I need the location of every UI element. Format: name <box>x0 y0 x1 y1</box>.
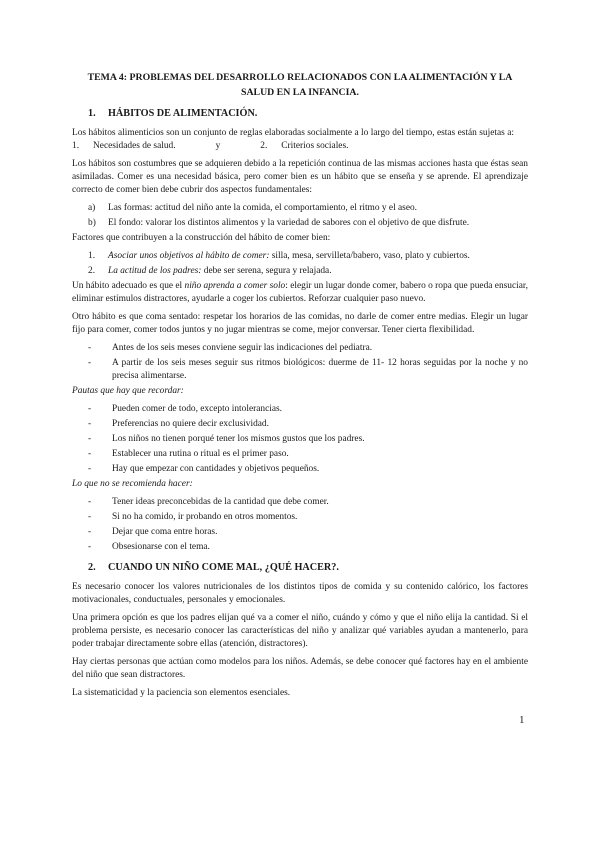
list-marker: - <box>88 358 92 368</box>
list-item <box>72 433 528 446</box>
list-item-text: Antes de los seis meses conviene seguir las indicaciones del pediatra. <box>112 343 373 353</box>
pautas-list <box>72 403 528 476</box>
list-item <box>72 342 528 355</box>
list-item-text: Pueden comer de todo, excepto intolerancias. <box>112 404 282 414</box>
paragraph-habits-definition: Los hábitos son costumbres que se adquieren debido a la repetición continua de las mismas acciones hasta que éstas sean asimiladas. Comer es una necesidad básica, pero comer bien es un hábito que se enseña y se aprende. El aprendizaje correcto de comer bien debe cubrir dos aspectos fundamentales: <box>72 159 528 195</box>
list-item <box>72 511 528 524</box>
section-2-title: CUANDO UN NIÑO COME MAL, ¿QUÉ HACER?. <box>108 562 339 573</box>
paragraph-nutrition: Es necesario conocer los valores nutricionales de los distintos tipos de comida y su contenido calórico, los factores motivacionales, conductuales, personales y emocionales. <box>72 582 528 605</box>
factor-text: silla, mesa, servilleta/babero, vaso, plato y cubiertos. <box>269 251 470 261</box>
list-item-text: A partir de los seis meses seguir sus ritmos biológicos: duerme de 11- 12 horas seguidas por la noche y no precisa alimentarse. <box>112 358 528 381</box>
list-item-text: Hay que empezar con cantidades y objetivos pequeños. <box>112 464 320 474</box>
list-marker: - <box>88 404 92 414</box>
criterion-2-number: 2. <box>260 141 268 151</box>
document-title: TEMA 4: PROBLEMAS DEL DESARROLLO RELACIONADOS CON LA ALIMENTACIÓN Y LA SALUD EN LA INFANCIA. <box>87 72 513 98</box>
list-item <box>72 217 528 230</box>
list-item <box>72 403 528 416</box>
list-marker: 2. <box>88 266 96 276</box>
list-marker: - <box>88 527 92 537</box>
list-marker: - <box>88 542 92 552</box>
list-item-text: Las formas: actitud del niño ante la comida, el comportamiento, el ritmo y el aseo. <box>108 203 418 213</box>
eat-alone-post: : elegir un lugar donde comer, babero o ropa que pueda ensuciar, eliminar estímulos distractores, ayudarle a coger los cubiertos. Reforzar cualquier paso nuevo. <box>72 281 528 304</box>
pautas-label: Pautas que hay que recordar: <box>72 386 184 396</box>
section-1-number: 1. <box>88 108 96 119</box>
eat-alone-emphasis: niño aprenda a comer solo <box>184 281 286 291</box>
list-item-text: Tener ideas preconcebidas de la cantidad que debe comer. <box>112 497 329 507</box>
list-item <box>72 418 528 431</box>
list-marker: - <box>88 449 92 459</box>
factor-label: Asociar unos objetivos al hábito de comer: <box>108 251 270 261</box>
list-marker: - <box>88 343 92 353</box>
list-marker: 1. <box>88 251 96 261</box>
list-item-text: Dejar que coma entre horas. <box>112 527 218 537</box>
not-recommended-list <box>72 496 528 554</box>
list-item <box>72 463 528 476</box>
list-item <box>72 357 528 383</box>
list-marker: - <box>88 419 92 429</box>
criterion-1-number: 1. <box>72 141 80 151</box>
list-item <box>72 496 528 509</box>
section-1-title: HÁBITOS DE ALIMENTACIÓN. <box>108 108 258 119</box>
list-item <box>72 202 528 215</box>
paragraph-first-option: Una primera opción es que los padres elijan qué va a comer el niño, cuándo y cómo y que el niño elija la cantidad. Si el problema persiste, es necesario conocer las características del niño y analizar qué variables ayudan a mantenerlo, para poder trabajar directamente sobre ellas (atención, distractores). <box>72 613 528 649</box>
paragraph-factors-intro: Factores que contribuyen a la construcción del hábito de comer bien: <box>72 233 331 243</box>
criterion-2-text: Criterios sociales. <box>281 141 349 151</box>
factor-text: debe ser serena, segura y relajada. <box>201 266 332 276</box>
eat-alone-pre: Un hábito adecuado es que el <box>72 281 185 291</box>
page-number: 1 <box>519 714 525 726</box>
list-item-text: Establecer una rutina o ritual es el primer paso. <box>112 449 289 459</box>
factors-list <box>72 250 528 278</box>
list-marker: - <box>88 434 92 444</box>
list-item-text: Si no ha comido, ir probando en otros momentos. <box>112 512 298 522</box>
age-guidance-list <box>72 342 528 383</box>
not-recommended-label: Lo que no se recomienda hacer: <box>72 479 193 489</box>
list-item <box>72 265 528 278</box>
section-1-heading <box>88 107 528 120</box>
paragraph-patience: La sistematicidad y la paciencia son elementos esenciales. <box>72 688 291 698</box>
paragraph-eat-alone <box>72 280 528 306</box>
list-item <box>72 250 528 263</box>
list-marker: b) <box>88 218 96 228</box>
list-item <box>72 526 528 539</box>
list-item-text: El fondo: valorar los distintos alimentos y la variedad de sabores con el objetivo de que disfrute. <box>108 218 470 228</box>
habits-intro-text: Los hábitos alimenticios son un conjunto de reglas elaboradas socialmente a lo largo del tiempo, estas están sujetas a: <box>72 128 514 138</box>
section-2-heading <box>88 561 528 574</box>
list-marker: - <box>88 497 92 507</box>
list-marker: - <box>88 512 92 522</box>
list-item <box>72 541 528 554</box>
criterion-1-text: Necesidades de salud. <box>93 141 176 151</box>
paragraph-habits-intro <box>72 127 528 153</box>
paragraph-models: Hay ciertas personas que actúan como modelos para los niños. Además, se debe conocer qué factores hay en el ambiente del niño que sean distractores. <box>72 657 528 680</box>
list-marker: - <box>88 464 92 474</box>
list-item-text: Preferencias no quiere decir exclusividad. <box>112 419 269 429</box>
paragraph-sit-down: Otro hábito es que coma sentado: respetar los horarios de las comidas, no darle de comer entre medias. Elegir un lugar fijo para comer, comer todos juntos y no jugar mientras se come, mejor conversar. Tener cierta flexibilidad. <box>72 312 528 335</box>
document-page <box>72 70 528 705</box>
factor-label: La actitud de los padres: <box>108 266 202 276</box>
aspects-list <box>72 202 528 230</box>
list-item-text: Obsesionarse con el tema. <box>112 542 210 552</box>
list-item-text: Los niños no tienen porqué tener los mismos gustos que los padres. <box>112 434 365 444</box>
section-2-number: 2. <box>88 562 96 573</box>
list-item <box>72 448 528 461</box>
list-marker: a) <box>88 203 96 213</box>
criteria-conjunction: y <box>215 141 221 151</box>
